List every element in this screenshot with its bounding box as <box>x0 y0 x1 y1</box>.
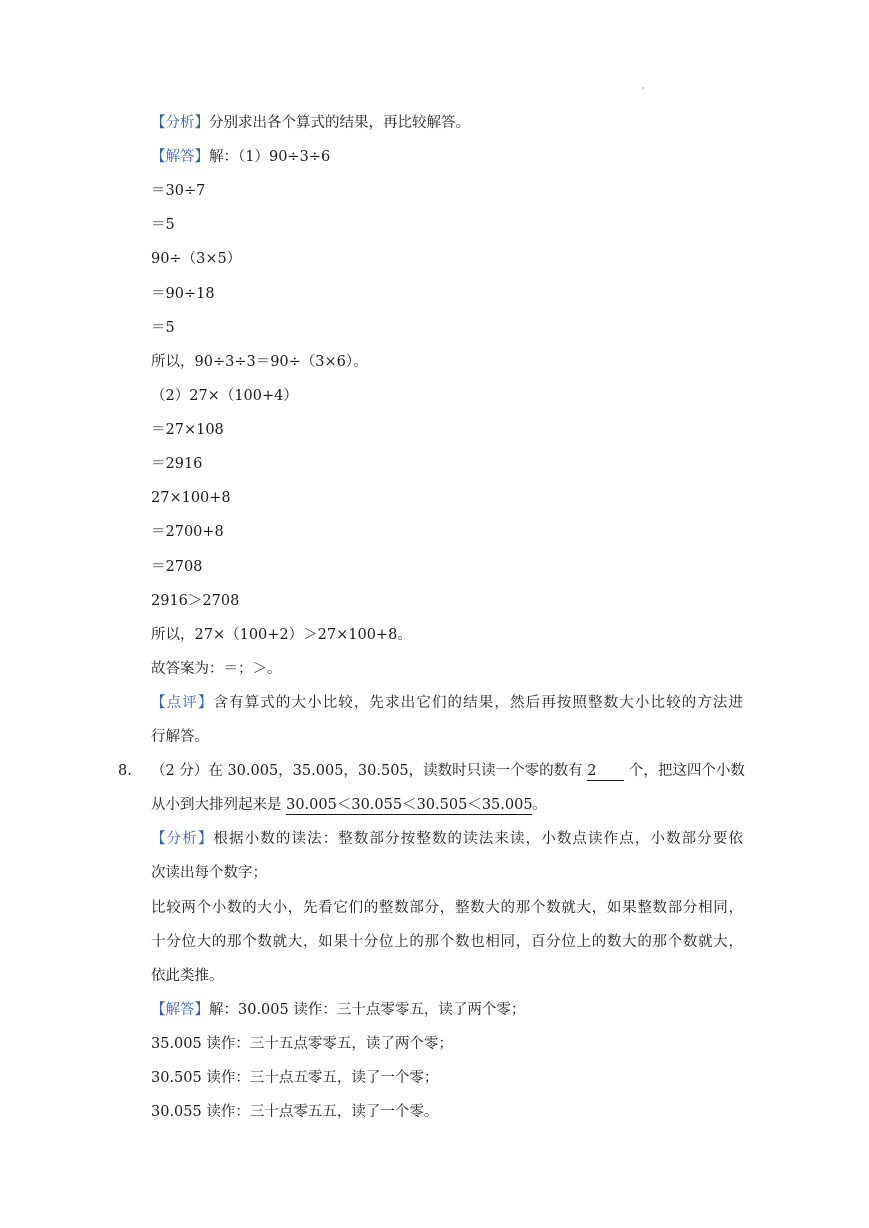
corner-mark: ' <box>642 86 645 95</box>
q7-answer <box>151 147 330 167</box>
solution-step: ＝90÷18 <box>151 286 215 302</box>
analysis-line: 十分位大的那个数就大，如果十分位上的那个数也相同，百分位上的数大的那个数就大， <box>151 934 743 950</box>
solution-step: ＝30÷7 <box>151 183 206 199</box>
solution-step: ＝2708 <box>151 559 203 575</box>
q7-comment-cont: 行解答。 <box>151 729 209 745</box>
analysis-tag: 【分析】 <box>151 831 214 847</box>
solution-step: ＝5 <box>151 320 175 336</box>
comment-text: 含有算式的大小比较，先求出它们的结果，然后再按照整数大小比较的方法进 <box>213 695 744 711</box>
answer-intro: 解：（1）90÷3÷6 <box>209 149 331 165</box>
answer-tag: 【解答】 <box>151 1002 209 1018</box>
q7-comment <box>151 693 743 713</box>
q7-analysis <box>151 113 470 133</box>
q8-answer <box>151 1000 525 1020</box>
solution-step: 90÷（3×5） <box>151 251 242 267</box>
solution-step: 所以，90÷3÷3＝90÷（3×6）。 <box>151 354 368 370</box>
q8-stem-text: 个，把这四个小数 <box>628 763 745 779</box>
solution-step: （2）27×（100+4） <box>151 388 298 404</box>
solution-step: ＝2700+8 <box>151 524 224 540</box>
answer-line: 35.005 读作：三十五点零零五，读了两个零； <box>151 1036 453 1052</box>
answer-text: 解：30.005 读作：三十点零零五，读了两个零； <box>209 1002 526 1018</box>
analysis-text: 根据小数的读法：整数部分按整数的读法来读，小数点读作点，小数部分要依 <box>213 831 744 847</box>
analysis-text: 分别求出各个算式的结果，再比较解答。 <box>209 115 470 131</box>
answer-line: 30.055 读作：三十点零五五，读了一个零。 <box>151 1104 439 1120</box>
q8-stem-text: （2 分）在 30.005，35.005，30.505，读数时只读一个零的数有 <box>151 763 583 779</box>
q8-stem-end: 。 <box>532 797 547 813</box>
comment-tag: 【点评】 <box>151 695 214 711</box>
solution-step: ＝2916 <box>151 456 203 472</box>
question-number: 8. <box>118 763 132 779</box>
answer-line: 30.505 读作：三十点五零五，读了一个零； <box>151 1070 439 1086</box>
solution-step: ＝5 <box>151 217 175 233</box>
q8-stem-line2 <box>151 795 547 815</box>
analysis-line: 次读出每个数字； <box>151 865 267 881</box>
solution-step: 2916＞2708 <box>151 593 240 609</box>
q8-stem-line1 <box>151 761 743 781</box>
answer-tag: 【解答】 <box>151 149 209 165</box>
q8-stem-text: 从小到大排列起来是 <box>151 797 282 813</box>
analysis-tag: 【分析】 <box>151 115 209 131</box>
answer-blank-order: 30.005＜30.055＜30.505＜35.005 <box>286 797 533 813</box>
solution-step: ＝27×108 <box>151 422 224 438</box>
solution-step: 所以，27×（100+2）＞27×100+8。 <box>151 627 412 643</box>
answer-blank-count: 2 <box>587 763 624 781</box>
q8-analysis <box>151 829 743 849</box>
analysis-line: 比较两个小数的大小，先看它们的整数部分，整数大的那个数就大，如果整数部分相同， <box>151 900 743 916</box>
solution-step: 故答案为：＝；＞。 <box>151 661 282 677</box>
solution-step: 27×100+8 <box>151 490 231 506</box>
analysis-line: 依此类推。 <box>151 968 224 984</box>
